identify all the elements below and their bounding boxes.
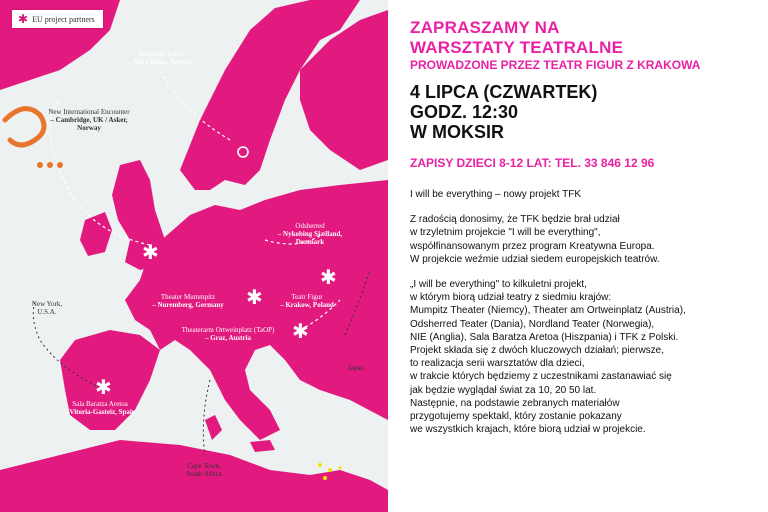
paragraph-2: „I will be everything" to kilkuletni projekt, w którym biorą udział teatry z siedmiu krajów: Mumpitz Theater (Niemcy), Theater am Ortweinplatz (Austria), Odsherred Teater (Dania), Nordland Teater (Norwegia), NIE (Anglia), Sala Baratza Aretoa (Hiszpania) i TFK z Polski. Projekt składa się z dwóch kluczowych działań; pierwsze, to realizacja serii warsztatów dla dzieci, w trakcie których będziemy z uczestnikami zastanawiać się jak będzie wyglądał świat za 10, 20 50 lat. Następnie, na podstawie zebranych materiałów przygotujemy spektakl, który zostanie pokazany we wszystkich krajach, które biorą udział w projekcie. bbox=[410, 279, 686, 436]
star-icon: ✱ bbox=[18, 12, 29, 26]
partner-taop: Theaterarm Ortweinplatz (TaOP) – Graz, Austria bbox=[181, 326, 275, 342]
heading-sub: PROWADZONE PRZEZ TEATR FIGUR Z KRAKOWA bbox=[410, 58, 701, 72]
text-column bbox=[410, 18, 766, 436]
paragraph-1: Z radością donosimy, że TFK będzie brał udział w trzyletnim projekcie "I will be everything", współfinansowanym przez program Kreatywna Europa. W projekcie weźmie udział siedem europejskich teatrów. bbox=[410, 214, 660, 265]
heading-line1: ZAPRASZAMY NA bbox=[410, 18, 560, 37]
partner-sala-baratza: Sala Baratza Aretoa – Vitoria-Gasteiz, Spain bbox=[64, 400, 136, 416]
partner-mummpitz: Theater Mummpitz – Nuremberg, Germany bbox=[152, 293, 224, 309]
label-new-york: New York, U.S.A. bbox=[31, 300, 63, 316]
marker-vitoria-icon: ✱ bbox=[95, 377, 112, 399]
event-place: W MOKSIR bbox=[410, 122, 504, 142]
map-legend bbox=[12, 10, 103, 28]
partner-nordland: Nordland Teater – Mo I Rana, Norway bbox=[128, 50, 194, 66]
marker-cambridge-icon: ✱ bbox=[142, 242, 159, 264]
partner-teatr-figur: Teatr Figur – Krakow, Poland bbox=[280, 293, 334, 309]
marker-nuremberg-icon: ✱ bbox=[246, 287, 263, 309]
label-cape-town: Cape Town, South Africa bbox=[186, 462, 222, 478]
label-japan: Japan bbox=[348, 364, 364, 372]
heading-line2: WARSZTATY TEATRALNE bbox=[410, 38, 624, 57]
marker-graz-icon: ✱ bbox=[292, 321, 309, 343]
event-time: GODZ. 12:30 bbox=[410, 102, 519, 122]
partner-nie: New International Encounter – Cambridge, UK / Asker, Norway bbox=[48, 108, 130, 132]
signup-info: ZAPISY DZIECI 8-12 LAT: TEL. 33 846 12 96 bbox=[410, 156, 655, 170]
event-date: 4 LIPCA (CZWARTEK) bbox=[410, 82, 598, 102]
partner-odsherred: Odsherred – Nykobing Sjælland, Denmark bbox=[277, 222, 343, 246]
marker-odsherred-icon: ✱ bbox=[320, 267, 337, 289]
legend-label: EU project partners bbox=[32, 14, 95, 24]
project-title: I will be everything – nowy projekt TFK bbox=[410, 189, 582, 200]
